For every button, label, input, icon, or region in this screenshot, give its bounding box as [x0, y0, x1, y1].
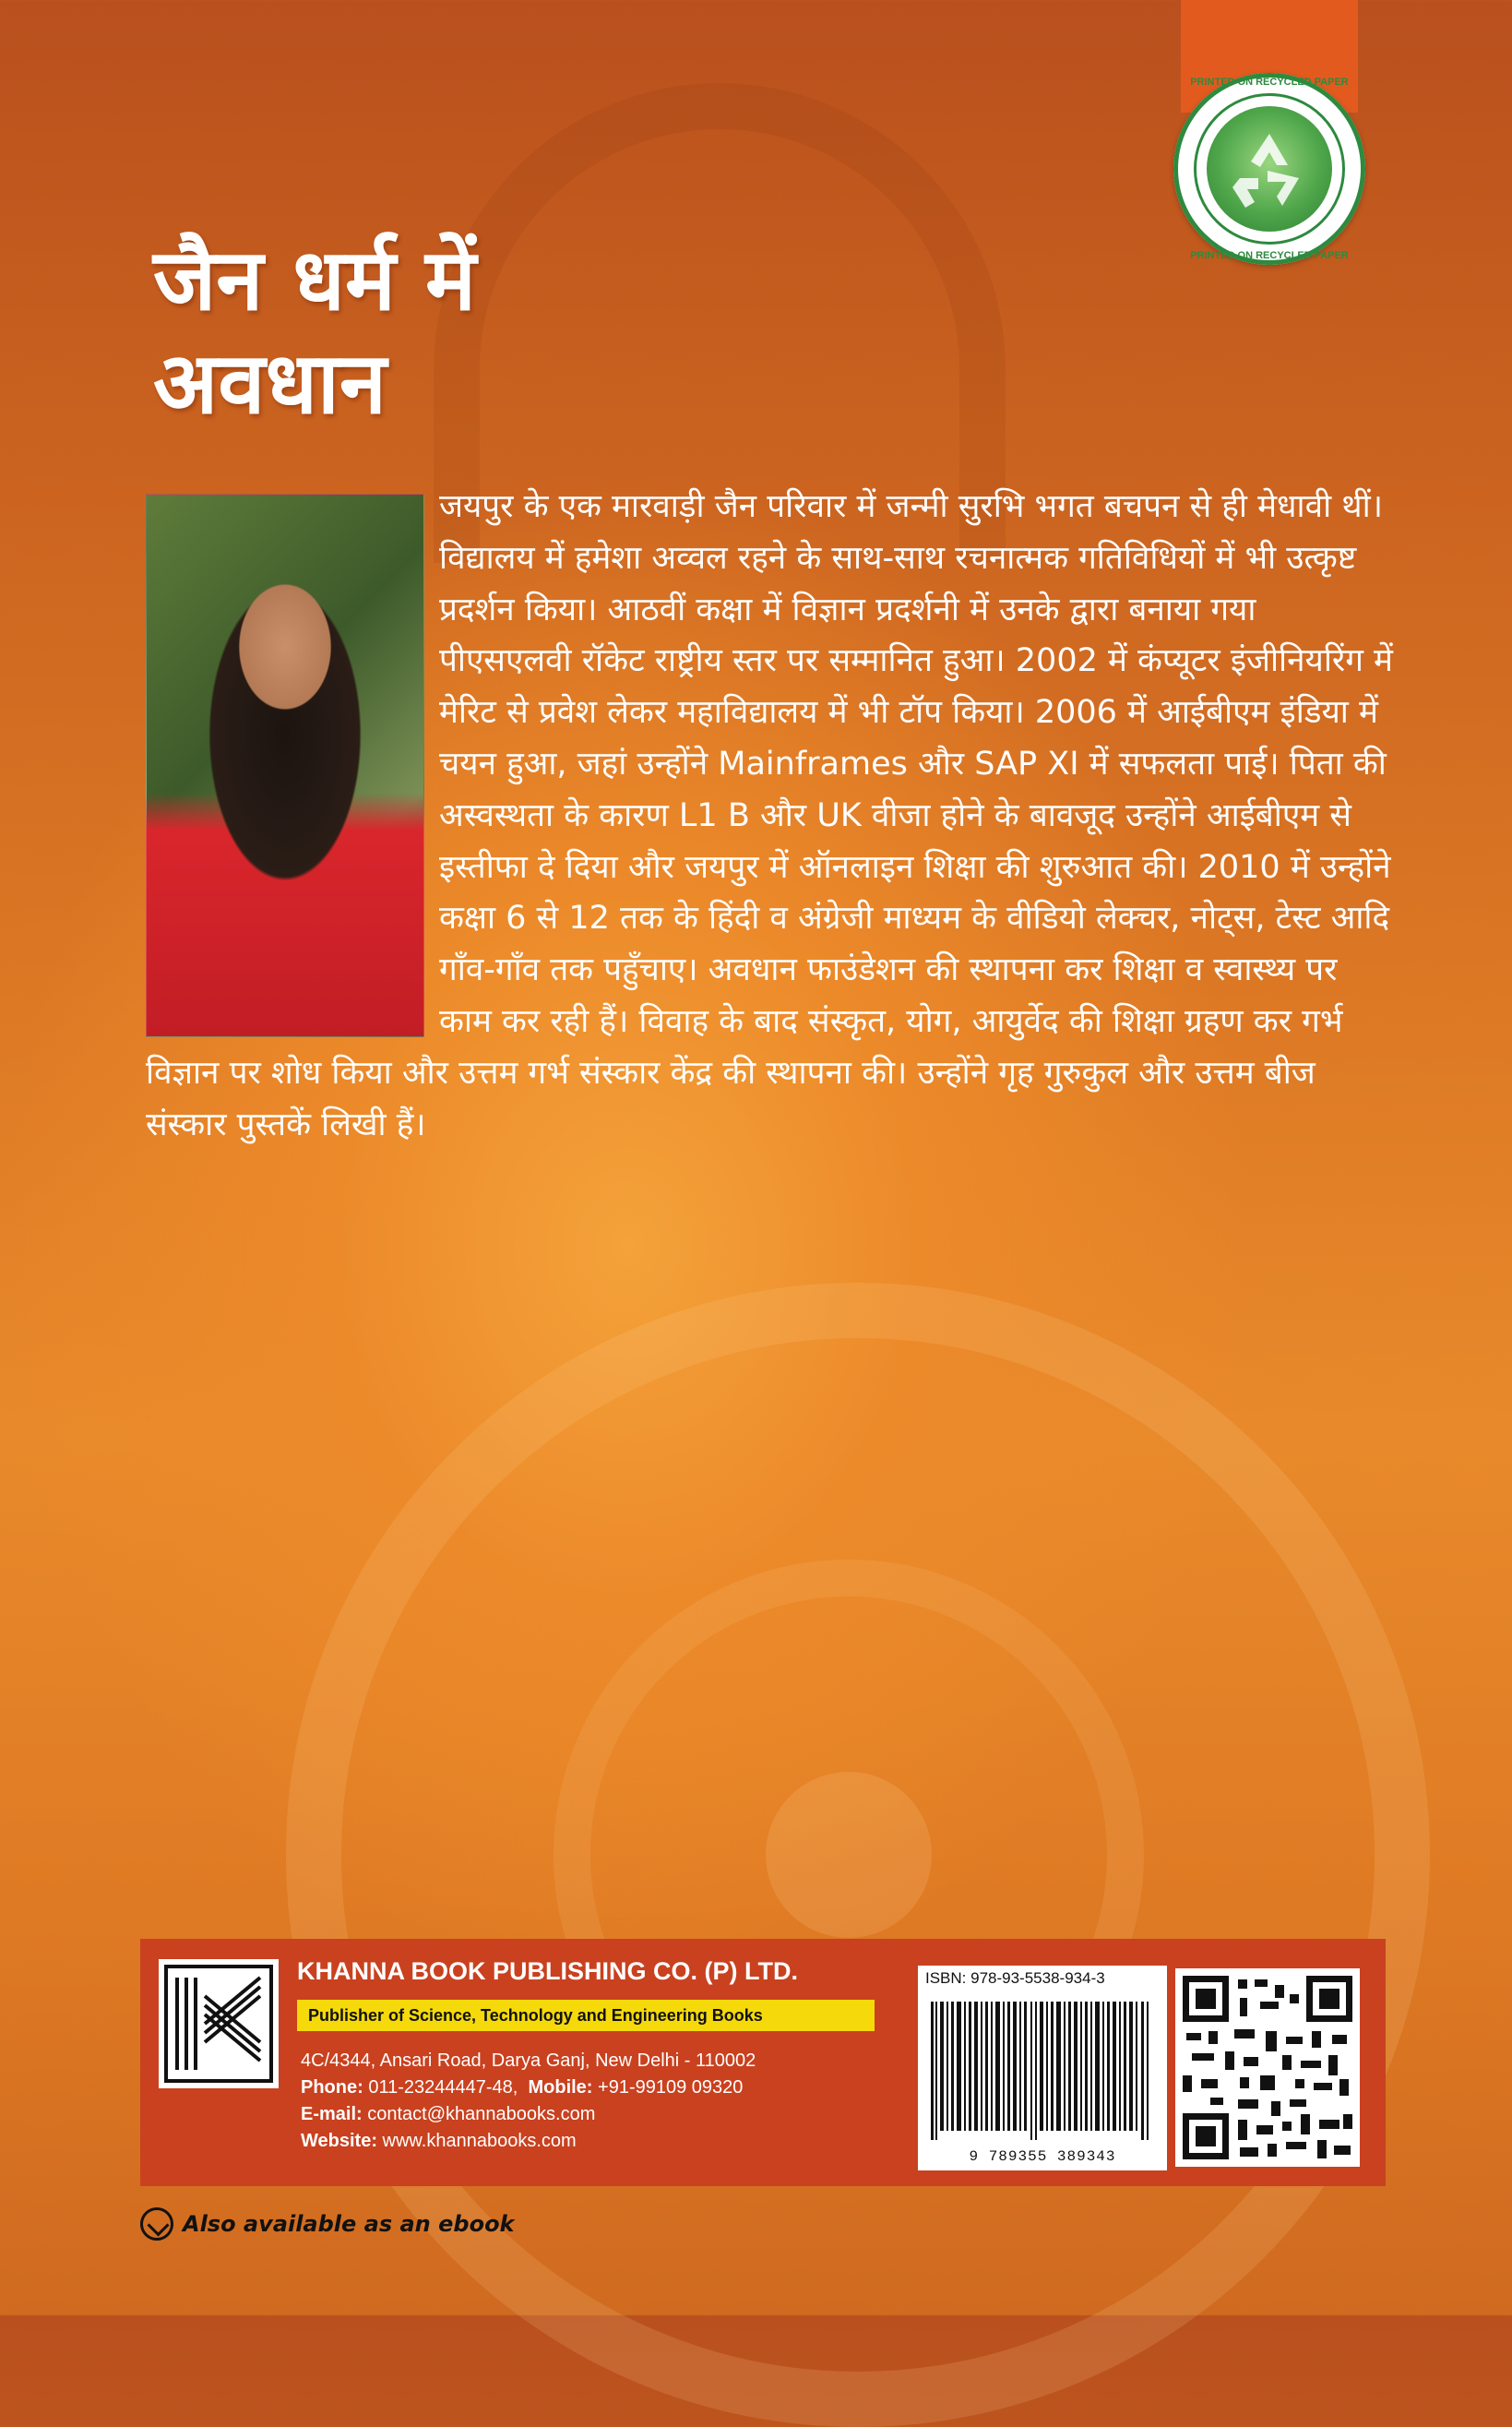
author-bio-container — [146, 482, 1399, 1151]
recycle-icon — [1207, 106, 1332, 232]
photo-spacer — [146, 482, 439, 1026]
mobile-label: Mobile: — [528, 2077, 593, 2098]
book-title — [153, 229, 476, 436]
mobile-value: +91-99109 09320 — [598, 2077, 744, 2098]
qr-code-icon — [1183, 1976, 1352, 2159]
author-bio: जयपुर के एक मारवाड़ी जैन परिवार में जन्मी सुरभि भगत बचपन से ही मेधावी थीं। विद्यालय में हमेशा अव्वल रहने के साथ-साथ रचनात्मक गतिविधियों में भी उत्कृष्ट प्रदर्शन किया। आठवीं कक्षा में विज्ञान प्रदर्शनी में उनके द्वारा बनाया गया पीएसएलवी रॉकेट राष्ट्रीय स्तर पर सम्मानित हुआ। 2002 में कंप्यूटर इंजीनियरिंग में मेरिट से प्रवेश लेकर महाविद्यालय में भी टॉप किया। 2006 में आईबीएम इंडिया में चयन हुआ, जहां उन्होंने Mainframes और SAP XI में सफलता पाई। पिता की अस्वस्थता के कारण L1 B और UK वीजा होने के बावजूद उन्होंने आईबीएम से इस्तीफा दे दिया और जयपुर में ऑनलाइन शिक्षा की शुरुआत की। 2010 में उन्होंने कक्षा 6 से 12 तक के हिंदी व अंग्रेजी माध्यम के वीडियो लेक्चर, नोट्स, टेस्ट आदि गाँव-गाँव तक पहुँचाए। अवधान फाउंडेशन की स्थापना कर शिक्षा व स्वास्थ्य पर काम कर रही हैं। विवाह के बाद संस्कृत, योग, आयुर्वेद की शिक्षा ग्रहण कर गर्भ विज्ञान पर शोध किया और उत्तम गर्भ संस्कार केंद्र की स्थापना की। उन्होंने गृह गुरुकुल और उत्तम बीज संस्कार पुस्तकें लिखी हैं। — [146, 488, 1393, 1143]
barcode-icon — [927, 1997, 1158, 2145]
qr-code — [1175, 1968, 1360, 2167]
badge-text-top: PRINTED ON RECYCLED PAPER — [1190, 77, 1349, 88]
ebook-icon — [140, 2207, 173, 2241]
publisher-name: KHANNA BOOK PUBLISHING CO. (P) LTD. — [297, 1957, 798, 1985]
isbn-barcode-box — [918, 1966, 1167, 2170]
barcode-digits: 9 789355 389343 — [969, 2148, 1116, 2165]
publisher-tagline: Publisher of Science, Technology and Engineering Books — [297, 2000, 875, 2031]
book-title-line-2: अवधान — [153, 334, 387, 433]
phone-value: 011-23244447-48, — [368, 2077, 518, 2098]
ebook-availability — [140, 2204, 515, 2244]
website-value: www.khannabooks.com — [382, 2131, 577, 2151]
publisher-contact — [301, 2048, 756, 2155]
publisher-address: 4C/4344, Ansari Road, Darya Ganj, New Delhi - 110002 — [301, 2050, 756, 2071]
recycled-paper-badge — [1173, 73, 1365, 265]
publisher-band — [140, 1939, 1386, 2186]
book-title-line-1: जैन धर्म में — [153, 231, 476, 329]
isbn-label: ISBN: 978-93-5538-934-3 — [925, 1969, 1105, 1987]
badge-text-bottom: PRINTED ON RECYCLED PAPER — [1190, 250, 1349, 261]
website-label: Website: — [301, 2131, 377, 2151]
wheel-hub-watermark — [766, 1772, 932, 1938]
publisher-logo — [159, 1959, 279, 2088]
ebook-label: Also available as an ebook — [183, 2211, 515, 2237]
khanna-logo-icon — [159, 1959, 279, 2088]
phone-label: Phone: — [301, 2077, 363, 2098]
email-value: contact@khannabooks.com — [367, 2104, 596, 2124]
email-label: E-mail: — [301, 2104, 363, 2124]
recycle-arrows-icon — [1207, 106, 1332, 232]
